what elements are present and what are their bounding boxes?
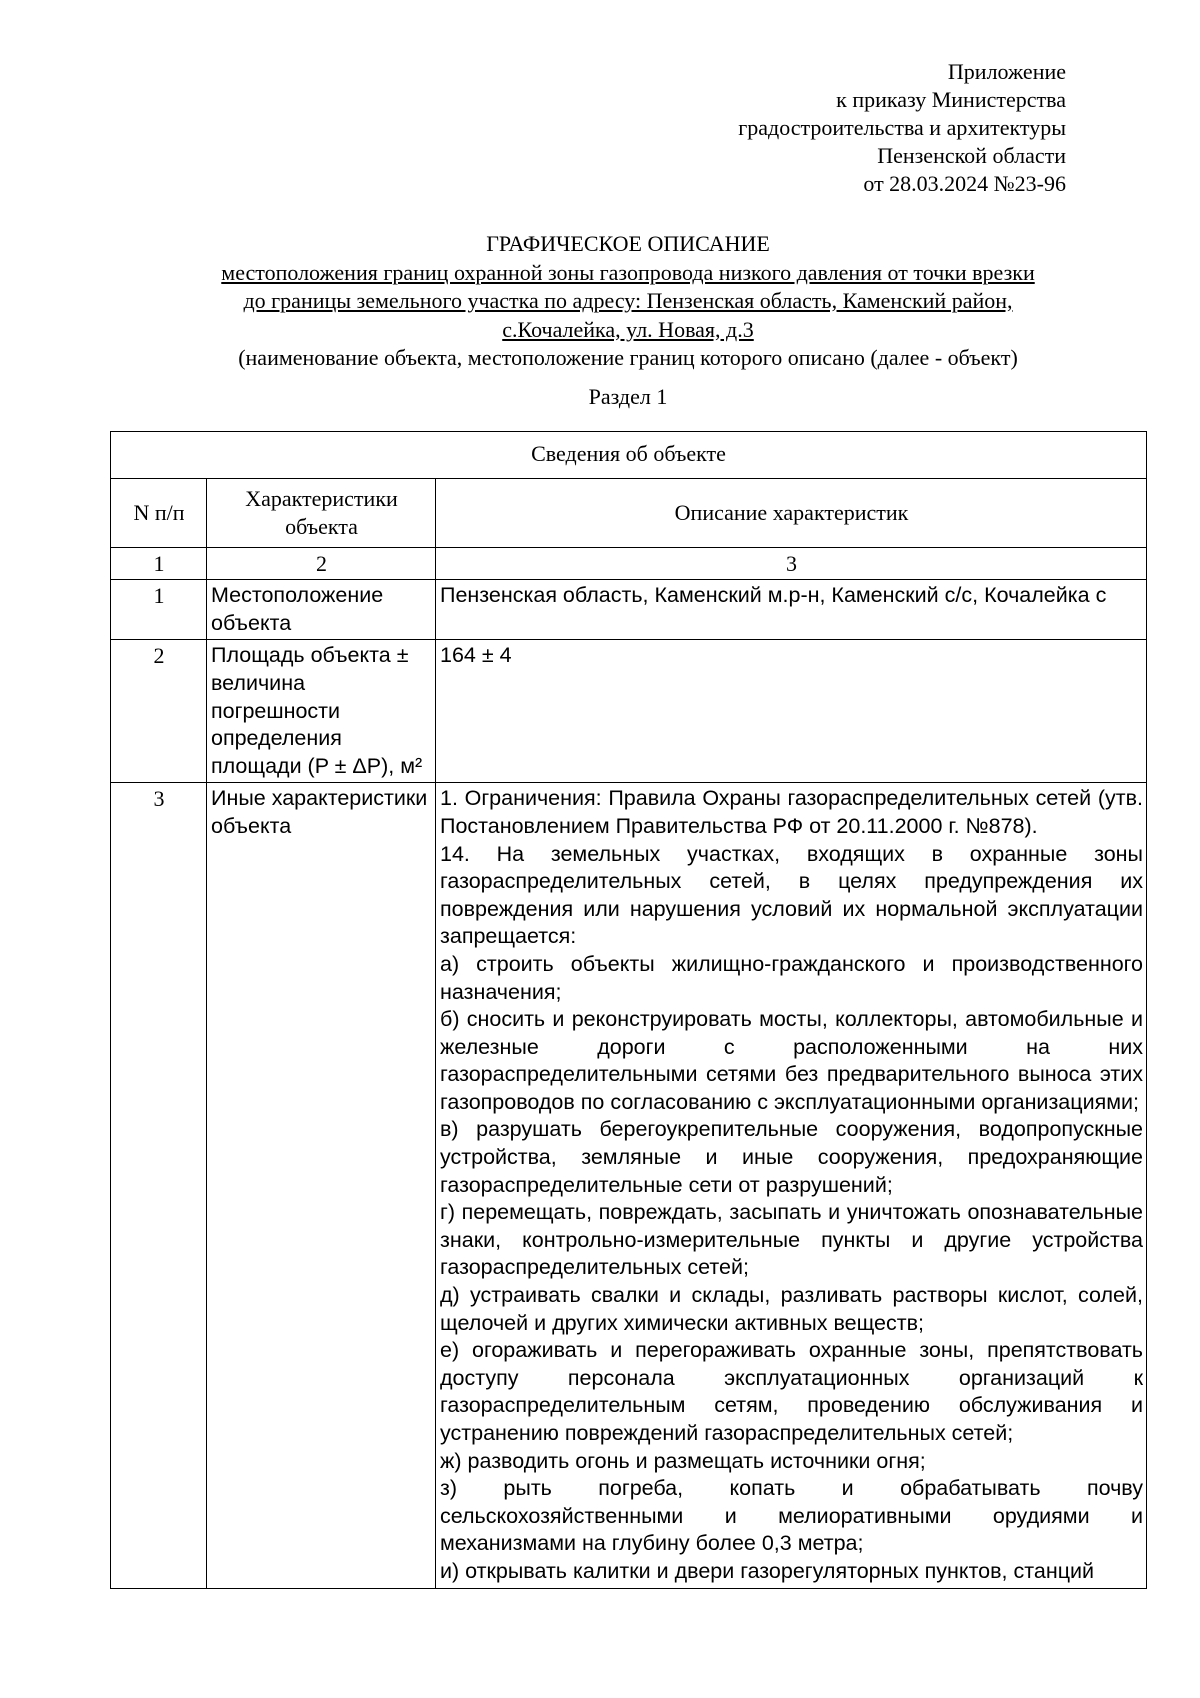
object-name-caption: (наименование объекта, местоположение границ которого описано (далее - объект) bbox=[238, 345, 1018, 370]
restriction-paragraph: 1. Ограничения: Правила Охраны газораспределительных сетей (утв. Постановлением Правительства РФ от 20.11.2000 г. №878). bbox=[440, 786, 1143, 838]
restriction-paragraph: в) разрушать берегоукрепительные сооружения, водопропускные устройства, земляные и иные сооружения, предохраняющие газораспределительные сети от разрушений; bbox=[440, 1117, 1143, 1197]
restriction-paragraph: е) огораживать и перегораживать охранные зоны, препятствовать доступу персонала эксплуатационных организаций к газораспределительным сетям, проведению обслуживания и устранению повреждений газораспределительных сетей; bbox=[440, 1338, 1143, 1445]
header-characteristic: Характеристики объекта bbox=[207, 478, 436, 547]
row-value: 164 ± 4 bbox=[436, 640, 1147, 783]
table-row bbox=[111, 783, 1147, 1588]
column-number: 2 bbox=[207, 547, 436, 580]
object-info-table bbox=[110, 431, 1147, 1589]
header-description: Описание характеристик bbox=[436, 478, 1147, 547]
appendix-line: Пензенской области bbox=[877, 143, 1066, 168]
appendix-line: Приложение bbox=[947, 59, 1066, 84]
row-number: 1 bbox=[111, 580, 207, 640]
appendix-line: от 28.03.2024 №23-96 bbox=[863, 171, 1066, 196]
restriction-paragraph: а) строить объекты жилищно-гражданского и производственного назначения; bbox=[440, 951, 1143, 1004]
restriction-paragraph: б) сносить и реконструировать мосты, коллекторы, автомобильные и железные дороги с расположенными на них газораспределительными сетями без предварительного выноса этих газопроводов по согласованию с эксплуатационными организациями; bbox=[440, 1007, 1143, 1114]
document-title: ГРАФИЧЕСКОЕ ОПИСАНИЕ bbox=[486, 231, 770, 256]
restriction-paragraph: и) открывать калитки и двери газорегуляторных пунктов, станций bbox=[440, 1558, 1095, 1583]
title-block bbox=[110, 230, 1146, 411]
column-number: 1 bbox=[111, 547, 207, 580]
header-num: N п/п bbox=[111, 478, 207, 547]
table-caption: Сведения об объекте bbox=[111, 432, 1147, 479]
row-characteristic: Местоположение объекта bbox=[207, 580, 436, 640]
object-name-line: до границы земельного участка по адресу: Пензенская область, Каменский район, bbox=[243, 288, 1013, 313]
table-header-row bbox=[111, 478, 1147, 547]
table-caption-row bbox=[111, 432, 1147, 479]
row-characteristic: Площадь объекта ± величина погрешности определения площади (P ± ΔP), м² bbox=[207, 640, 436, 783]
restriction-paragraph: 14. На земельных участках, входящих в охранные зоны газораспределительных сетей, в целях предупреждения их повреждения или нарушения условий их нормальной эксплуатации запрещается: bbox=[440, 841, 1143, 949]
table-row bbox=[111, 580, 1147, 640]
restriction-paragraph: ж) разводить огонь и размещать источники огня; bbox=[440, 1448, 926, 1473]
row-value-description bbox=[436, 783, 1147, 1588]
appendix-line: градостроительства и архитектуры bbox=[738, 115, 1066, 140]
row-value: Пензенская область, Каменский м.р-н, Каменский с/с, Кочалейка с bbox=[436, 580, 1147, 640]
appendix-line: к приказу Министерства bbox=[836, 87, 1066, 112]
restriction-paragraph: г) перемещать, повреждать, засыпать и уничтожать опознавательные знаки, контрольно-измерительные пункты и другие устройства газораспределительных сетей; bbox=[440, 1200, 1143, 1280]
column-number-row bbox=[111, 547, 1147, 580]
restriction-paragraph: з) рыть погреба, копать и обрабатывать почву сельскохозяйственными и мелиоративными орудиями и механизмами на глубину более 0,3 метра; bbox=[440, 1476, 1143, 1556]
object-name-line: с.Кочалейка, ул. Новая, д.3 bbox=[502, 316, 754, 342]
object-name-line: местоположения границ охранной зоны газопровода низкого давления от точки врезки bbox=[221, 259, 1035, 285]
appendix-block bbox=[738, 58, 1066, 198]
row-number: 3 bbox=[111, 783, 207, 1588]
section-heading: Раздел 1 bbox=[588, 383, 668, 409]
row-number: 2 bbox=[111, 640, 207, 783]
row-characteristic: Иные характеристики объекта bbox=[207, 783, 436, 1588]
column-number: 3 bbox=[436, 547, 1147, 580]
table-row bbox=[111, 640, 1147, 783]
restriction-paragraph: д) устраивать свалки и склады, разливать растворы кислот, солей, щелочей и других химически активных веществ; bbox=[440, 1283, 1143, 1335]
